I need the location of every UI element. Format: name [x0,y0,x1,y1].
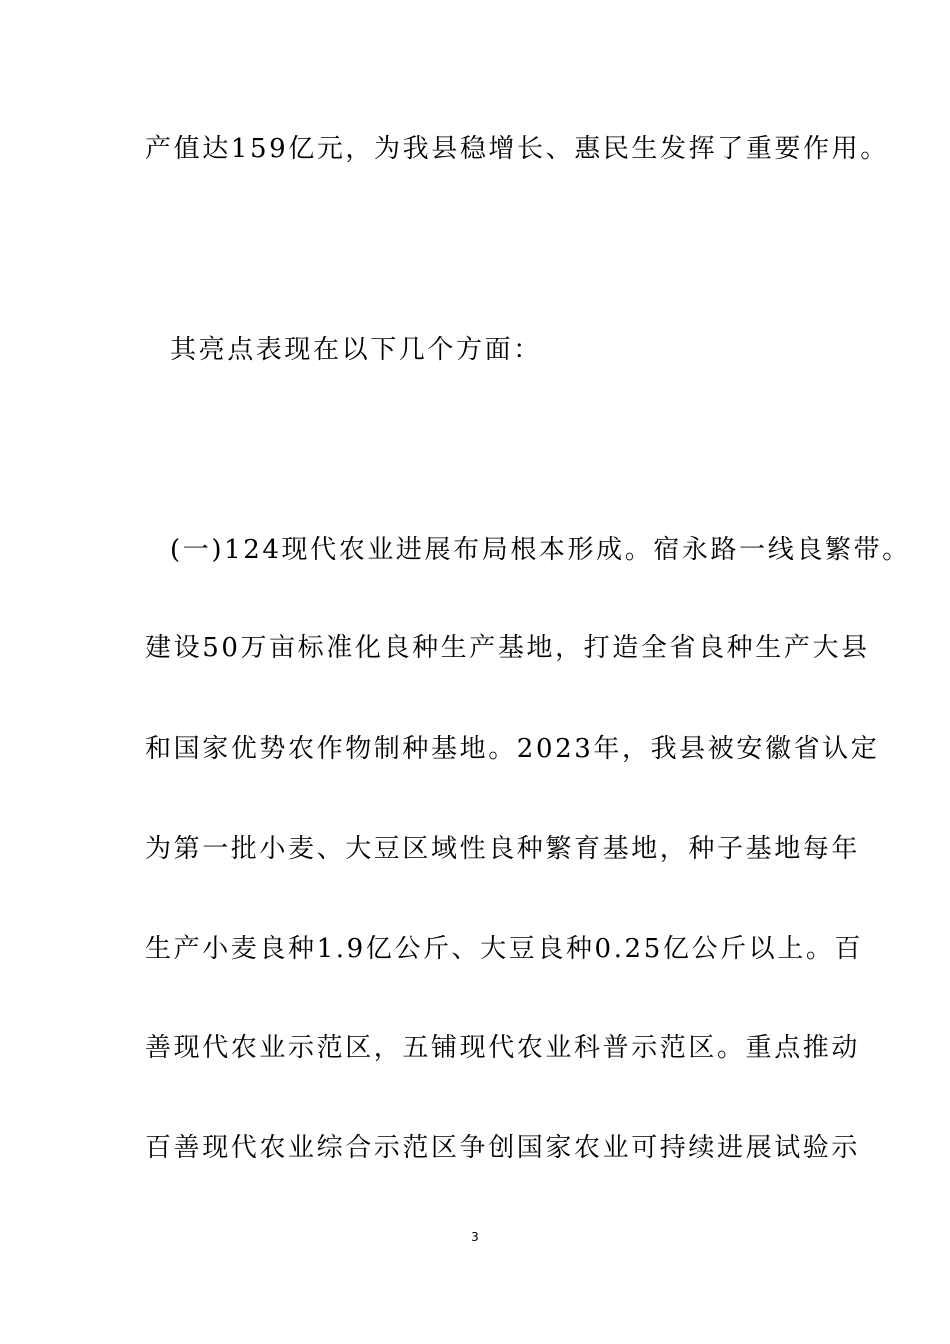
paragraph-line-8: 善现代农业示范区，五铺现代农业科普示范区。重点推动 [145,1033,861,1063]
paragraph-line-5: 和国家优势农作物制种基地。2023年，我县被安徽省认定 [145,734,880,764]
paragraph-line-3: (一)124现代农业进展布局根本形成。宿永路一线良繁带。 [170,535,911,565]
paragraph-line-1: 产值达159亿元，为我县稳增长、惠民生发挥了重要作用。 [145,134,889,164]
paragraph-line-7: 生产小麦良种1.9亿公斤、大豆良种0.25亿公斤以上。百 [145,934,864,964]
paragraph-line-2: 其亮点表现在以下几个方面： [170,335,542,365]
paragraph-line-9: 百善现代农业综合示范区争创国家农业可持续进展试验示 [145,1133,861,1163]
page-number: 3 [471,1230,479,1244]
paragraph-line-6: 为第一批小麦、大豆区域性良种繁育基地，种子基地每年 [145,834,861,864]
paragraph-line-4: 建设50万亩标准化良种生产基地，打造全省良种生产大县 [145,633,870,663]
